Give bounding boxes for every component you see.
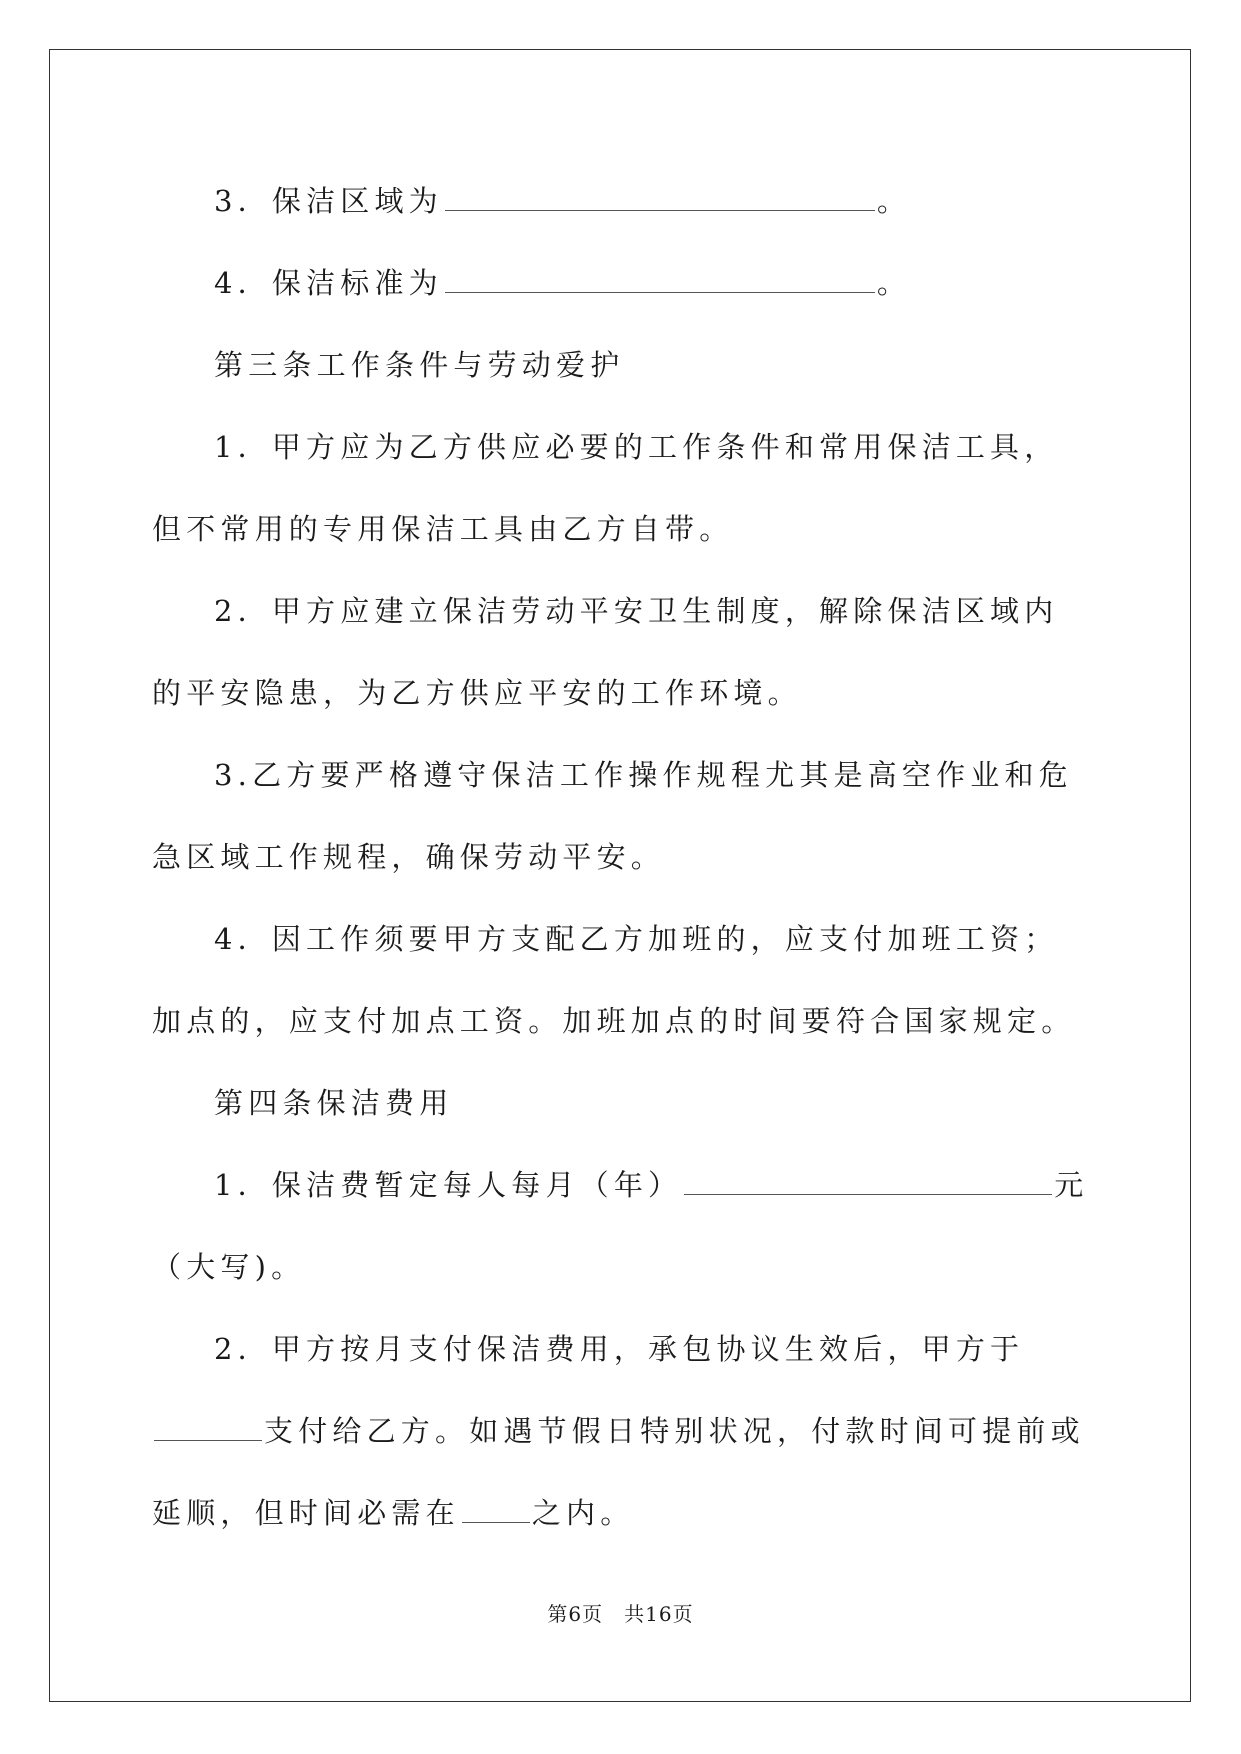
paragraph-text: 2．甲方按月支付保洁费用，承包协议生效后，甲方于 [214,1332,1025,1366]
paragraph-cleaning-standard [152,242,1092,324]
section-heading-article-4: 第四条保洁费用 [214,1086,454,1120]
document-body [152,160,1092,1554]
paragraph-article-3-item-2: 2．甲方应建立保洁劳动平安卫生制度，解除保洁区域内的平安隐患，为乙方供应平安的工作环境。 [152,594,1059,710]
paragraph-cleaning-area [152,160,1092,242]
fill-in-blank[interactable] [462,1496,530,1523]
paragraph-text: 。 [876,184,912,218]
fill-in-blank[interactable] [684,1168,1052,1195]
paragraph-text: 3．保洁区域为 [214,184,443,218]
paragraph-article-3-item-1: 1．甲方应为乙方供应必要的工作条件和常用保洁工具，但不常用的专用保洁工具由乙方自带。 [152,430,1059,546]
page-number-footer: 第6页 共16页 [547,1602,694,1626]
paragraph-article-4-item-2 [152,1308,1092,1554]
fill-in-blank[interactable] [445,184,875,211]
paragraph-text: 之内。 [531,1496,635,1530]
paragraph-text: 。 [876,266,912,300]
paragraph-article-4-item-1 [152,1144,1092,1308]
paragraph-text: 支付给乙方。如遇节假日特别状况，付款时间可提前或延顺，但时间必需在 [152,1414,1085,1530]
fill-in-blank[interactable] [154,1414,262,1441]
fill-in-blank[interactable] [445,266,875,293]
paragraph-article-3-item-4: 4．因工作须要甲方支配乙方加班的，应支付加班工资；加点的，应支付加点工资。加班加点的时间要符合国家规定。 [152,922,1076,1038]
section-heading-article-3: 第三条工作条件与劳动爱护 [214,348,625,382]
paragraph-text: 4．保洁标准为 [214,266,443,300]
paragraph-text: 1．保洁费暂定每人每月（年） [214,1168,683,1202]
paragraph-article-3-item-3: 3.乙方要严格遵守保洁工作操作规程尤其是高空作业和危急区域工作规程，确保劳动平安。 [152,758,1073,874]
paragraph-text: 元（大写)。 [152,1168,1089,1284]
